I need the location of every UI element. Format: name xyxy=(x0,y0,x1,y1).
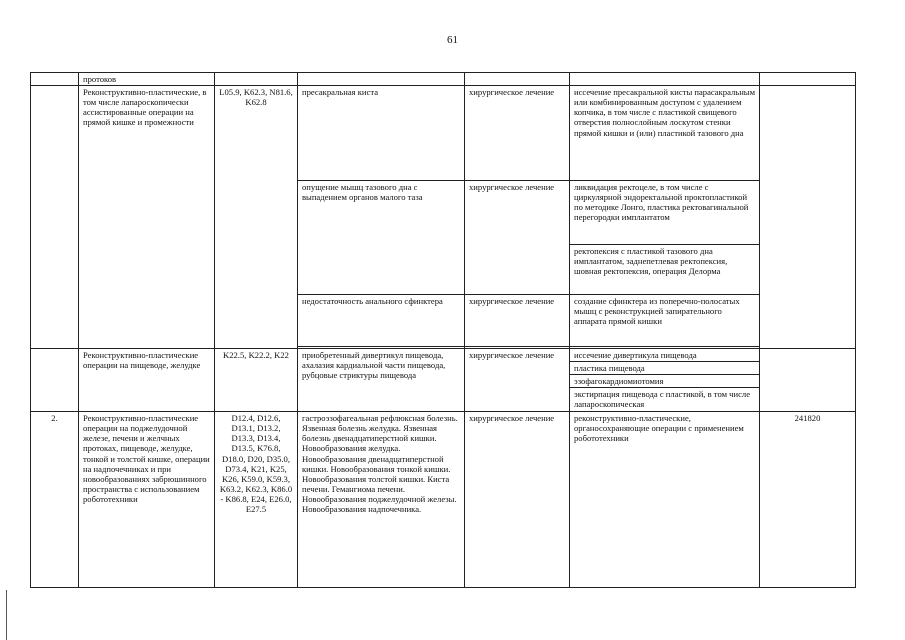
treatment-type: хирургическое лечение xyxy=(465,295,570,347)
diagnosis: гастроэзофагеальная рефлюксная болезнь. Язвенная болезнь желудка. Язвенная болезнь двенадцатиперстной кишки. Новообразования желудка. Новообразования двенадцатиперстной кишки. Новообразования тонкой кишки. Новообразования толстой кишки. Киста печени. Гемангиома печени. Новообразования поджелудочной железы. Новообразования надпочечника. xyxy=(298,412,465,588)
page-edge-line xyxy=(6,590,7,640)
diagnosis: приобретенный дивертикул пищевода, ахалазия кардиальной части пищевода, рубцовые стриктуры пищевода xyxy=(298,349,465,412)
treatment-method: экстирпация пищевода с пластикой, в том числе лапароскопическая xyxy=(570,388,760,412)
treatment-method: ликвидация ректоцеле, в том числе с циркулярной эндоректальной проктопластикой по методике Лонго, пластика ректовагинальной перегородки имплантатом xyxy=(570,181,760,245)
treatment-method: эзофагокардиомиотомия xyxy=(570,375,760,388)
cost-value: 241820 xyxy=(760,412,856,588)
treatment-type: хирургическое лечение xyxy=(465,349,570,412)
medical-care-table xyxy=(30,72,856,588)
table-row xyxy=(31,349,856,362)
treatment-method: реконструктивно-пластические, органосохраняющие операции с применением робототехники xyxy=(570,412,760,588)
diagnosis: опущение мышц тазового дна с выпадением органов малого таза xyxy=(298,181,465,295)
treatment-method: иссечение пресакральной кисты парасакральным или комбинированным доступом с удалением копчика, в том числе с пластикой свищевого отверстия полнослойным лоскутом стенки прямой кишки и (или) пластикой тазового дна xyxy=(570,86,760,181)
treatment-type: хирургическое лечение xyxy=(465,181,570,295)
table-row xyxy=(31,73,856,86)
intervention-name: Реконструктивно-пластические операции на поджелудочной железе, печени и желчных протоках, пищеводе, желудке, тонкой и толстой кишке, операции на надпочечниках и при новообразованиях забрюшинного пространства с использованием робототехники xyxy=(79,412,215,588)
intervention-name: Реконструктивно-пластические, в том числе лапароскопически ассистированные операции на прямой кишке и промежности xyxy=(79,86,215,349)
page-number: 61 xyxy=(447,34,458,46)
row-number: 2. xyxy=(31,412,79,588)
diagnosis: пресакральная киста xyxy=(298,86,465,181)
treatment-method: пластика пищевода xyxy=(570,362,760,375)
row-name-continuation: протоков xyxy=(79,73,215,86)
table-row xyxy=(31,412,856,588)
table-row xyxy=(31,86,856,181)
treatment-type: хирургическое лечение xyxy=(465,86,570,181)
intervention-name: Реконструктивно-пластические операции на пищеводе, желудке xyxy=(79,349,215,412)
treatment-method: иссечение дивертикула пищевода xyxy=(570,349,760,362)
icd-codes: D12.4, D12.6, D13.1, D13.2, D13.3, D13.4, D13.5, K76.8, D18.0, D20, D35.0, D73.4, K21, K25, K26, K59.0, K59.3, K63.2, K62.3, K86.0 - K86.8, E24, E26.0, E27.5 xyxy=(215,412,298,588)
treatment-method: ректопексия с пластикой тазового дна имплантатом, заднепетлевая ректопексия, шовная ректопексия, операция Делорма xyxy=(570,245,760,295)
treatment-type: хирургическое лечение xyxy=(465,412,570,588)
diagnosis: недостаточность анального сфинктера xyxy=(298,295,465,347)
icd-codes: K22.5, K22.2, K22 xyxy=(215,349,298,412)
treatment-method: создание сфинктера из поперечно-полосатых мышц с реконструкцией запирательного аппарата прямой кишки xyxy=(570,295,760,347)
icd-codes: L05.9, K62.3, N81.6, K62.8 xyxy=(215,86,298,349)
